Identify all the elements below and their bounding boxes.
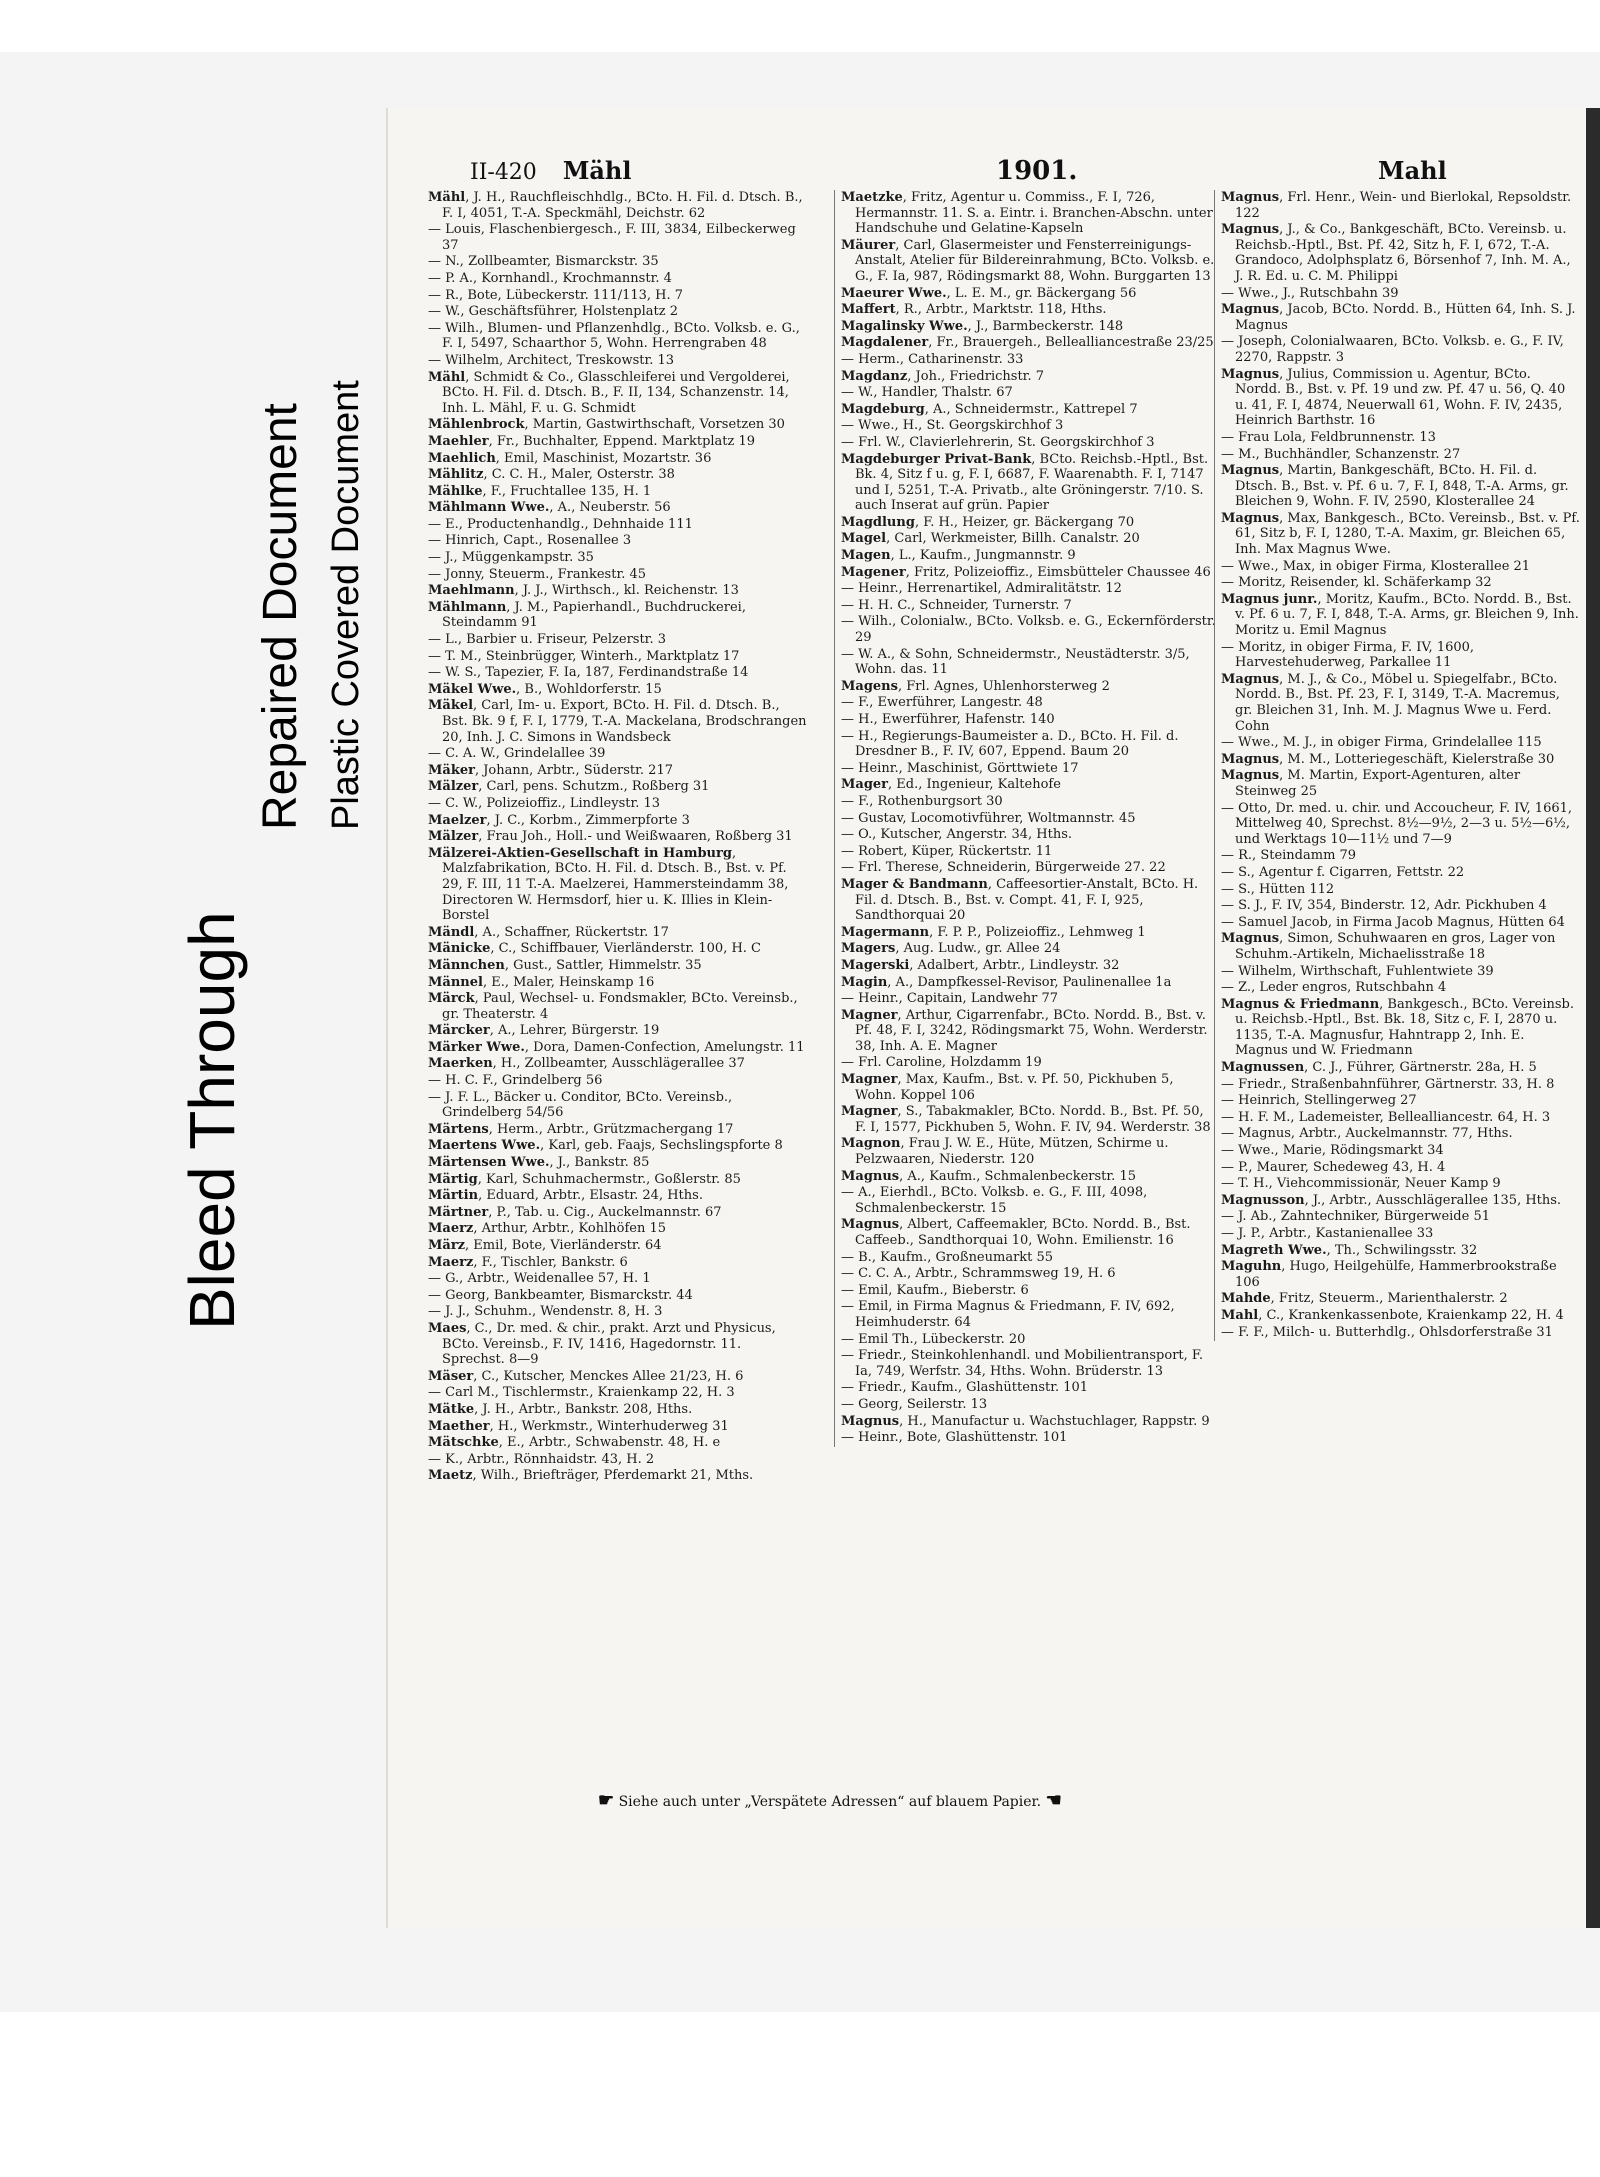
directory-entry: — Louis, Flaschenbiergesch., F. III, 3834, Eilbeckerweg 37 bbox=[428, 222, 796, 253]
directory-entry: Magens, Frl. Agnes, Uhlenhorsterweg 2 bbox=[841, 678, 1110, 694]
directory-entry: Mählmann, J. M., Papierhandl., Buchdruckerei, Steindamm 91 bbox=[428, 599, 746, 631]
directory-entry: Maehlich, Emil, Maschinist, Mozartstr. 36 bbox=[428, 450, 712, 466]
directory-entry: — Heinr., Bote, Glashüttenstr. 101 bbox=[841, 1430, 1068, 1446]
directory-entry: — Heinr., Capitain, Landwehr 77 bbox=[841, 991, 1058, 1007]
directory-entry: — J. F. L., Bäcker u. Conditor, BCto. Vereinsb., Grindelberg 54/56 bbox=[428, 1089, 733, 1121]
directory-entry: — Emil Th., Lübeckerstr. 20 bbox=[841, 1331, 1026, 1347]
footer-note: Siehe auch unter „Verspätete Adressen“ auf blauem Papier. bbox=[618, 1794, 1042, 1810]
directory-entry: — R., Bote, Lübeckerstr. 111/113, H. 7 bbox=[428, 287, 684, 303]
directory-entry: Magnus, Simon, Schuhwaaren en gros, Lager von Schuhm.-Artikeln, Michaelisstraße 18 bbox=[1221, 931, 1556, 962]
directory-entry: — Wwe., Max, in obiger Firma, Klosterallee 21 bbox=[1221, 558, 1531, 574]
directory-entry: Mäkel Wwe., B., Wohldorferstr. 15 bbox=[428, 681, 662, 697]
directory-entry: — W. S., Tapezier, F. Ia, 187, Ferdinandstraße 14 bbox=[428, 665, 749, 681]
directory-entry: — Friedr., Steinkohlenhandl. und Mobilientransport, F. Ia, 749, Werfstr. 34, Hths. Wohn. Brüderstr. 13 bbox=[841, 1348, 1204, 1379]
directory-entry: — Emil, in Firma Magnus & Friedmann, F. IV, 692, Heimhuderstr. 64 bbox=[841, 1299, 1175, 1330]
directory-entry: — P. A., Kornhandl., Krochmannstr. 4 bbox=[428, 270, 672, 286]
directory-entry: — R., Steindamm 79 bbox=[1221, 848, 1357, 864]
directory-entry: Magdeburger Privat-Bank, BCto. Reichsb.-Hptl., Bst. Bk. 4, Sitz f u. g, F. I, 6687, F. Waarenabth. F. I, 7147 und I, 5251, T.-A. Privatb., alte Gröningerstr. 7/10. S. auch Inserat auf grün. Papier bbox=[841, 451, 1209, 514]
directory-entry: — Carl M., Tischlermstr., Kraienkamp 22, H. 3 bbox=[428, 1385, 735, 1401]
directory-entry: — Z., Leder engros, Rutschbahn 4 bbox=[1221, 980, 1447, 996]
directory-entry: Mätke, J. H., Arbtr., Bankstr. 208, Hths. bbox=[428, 1401, 693, 1417]
directory-entry: Magnus junr., Moritz, Kaufm., BCto. Nordd. B., Bst. v. Pf. 6 u. 7, F. I, 848, T.-A. Arms, gr. Bleichen 9, Inh. Moritz u. Emil Magnus bbox=[1221, 591, 1579, 639]
directory-entry: Mähl, J. H., Rauchfleischhdlg., BCto. H. Fil. d. Dtsch. B., F. I, 4051, T.-A. Speckmähl, Deichstr. 62 bbox=[428, 190, 803, 221]
directory-entry: Magnon, Frau J. W. E., Hüte, Mützen, Schirme u. Pelzwaaren, Niederstr. 120 bbox=[841, 1136, 1169, 1168]
directory-entry: — Wwe., J., Rutschbahn 39 bbox=[1221, 285, 1399, 301]
directory-entry: Magnusson, J., Arbtr., Ausschlägerallee 135, Hths. bbox=[1221, 1192, 1562, 1208]
directory-entry: Maes, C., Dr. med. & chir., prakt. Arzt und Physicus, BCto. Vereinsb., F. IV, 1416, Hagedornstr. 11. Sprechst. 8—9 bbox=[428, 1320, 776, 1368]
directory-entry: — Wwe., Marie, Rödingsmarkt 34 bbox=[1221, 1143, 1444, 1159]
directory-entry: — Wilhelm, Architect, Treskowstr. 13 bbox=[428, 352, 675, 368]
directory-entry: Mähl, Schmidt & Co., Glasschleiferei und Vergolderei, BCto. H. Fil. d. Dtsch. B., F. II, 134, Schanzenstr. 14, Inh. L. Mähl, F. u. G. Schmidt bbox=[428, 369, 790, 416]
directory-entry: Maguhn, Hugo, Heilgehülfe, Hammerbrookstraße 106 bbox=[1221, 1259, 1557, 1290]
directory-entry: Maetz, Wilh., Briefträger, Pferdemarkt 21, Mths. bbox=[428, 1468, 754, 1484]
directory-entry: — Moritz, in obiger Firma, F. IV, 1600, Harvestehuderweg, Parkallee 11 bbox=[1221, 639, 1475, 671]
directory-entry: — Wilh., Colonialw., BCto. Volksb. e. G., Eckernförderstr. 29 bbox=[841, 614, 1216, 646]
left-keyword: Mähl bbox=[562, 156, 632, 185]
directory-entry: Magnussen, C. J., Führer, Gärtnerstr. 28a, H. 5 bbox=[1221, 1060, 1537, 1076]
directory-entry: — Samuel Jacob, in Firma Jacob Magnus, Hütten 64 bbox=[1221, 914, 1565, 930]
directory-entry: Magdeburg, A., Schneidermstr., Kattrepel 7 bbox=[841, 401, 1138, 417]
directory-entry: — C. C. A., Arbtr., Schrammsweg 19, H. 6 bbox=[841, 1266, 1116, 1282]
directory-entry: Mätschke, E., Arbtr., Schwabenstr. 48, H. e bbox=[428, 1435, 721, 1451]
directory-entry: Märck, Paul, Wechsel- u. Fondsmakler, BCto. Vereinsb., gr. Theaterstr. 4 bbox=[428, 991, 798, 1022]
directory-entry: Maether, H., Werkmstr., Winterhuderweg 31 bbox=[428, 1418, 729, 1434]
directory-entry: — Emil, Kaufm., Bieberstr. 6 bbox=[841, 1282, 1029, 1298]
directory-entry: Männchen, Gust., Sattler, Himmelstr. 35 bbox=[428, 957, 702, 973]
directory-entry: — H. F. M., Lademeister, Bellealliancestr. 64, H. 3 bbox=[1221, 1109, 1551, 1125]
directory-entry: — J. Ab., Zahntechniker, Bürgerweide 51 bbox=[1221, 1209, 1490, 1225]
directory-entry: Magdlung, F. H., Heizer, gr. Bäckergang 70 bbox=[841, 514, 1135, 530]
directory-entry: — Herm., Catharinenstr. 33 bbox=[841, 351, 1024, 367]
directory-entry: — C. A. W., Grindelallee 39 bbox=[428, 746, 606, 762]
directory-entry: — J., Müggenkampstr. 35 bbox=[428, 550, 594, 566]
column-2 bbox=[834, 190, 1217, 1447]
side-labels bbox=[175, 330, 367, 1340]
directory-entry: — T. M., Steinbrügger, Winterh., Marktplatz 17 bbox=[428, 648, 740, 664]
directory-entry: Mändl, A., Schaffner, Rückertstr. 17 bbox=[428, 924, 669, 940]
directory-entry: Magerski, Adalbert, Arbtr., Lindleystr. 32 bbox=[841, 957, 1120, 973]
directory-entry: Magnus, Julius, Commission u. Agentur, BCto. Nordd. B., Bst. v. Pf. 19 und zw. Pf. 47 u. 56, Q. 40 u. 41, F. I, 4874, Neuerwall 61, Wohn. F. IV, 2435, Heinrich Barthstr. 16 bbox=[1221, 366, 1566, 429]
directory-entry: Mälzer, Frau Joh., Holl.- und Weißwaaren, Roßberg 31 bbox=[428, 829, 793, 845]
directory-entry: — J. P., Arbtr., Kastanienallee 33 bbox=[1221, 1226, 1434, 1241]
directory-entry: Magel, Carl, Werkmeister, Billh. Canalstr. 20 bbox=[841, 531, 1140, 547]
directory-entry: — Georg, Bankbeamter, Bismarckstr. 44 bbox=[428, 1287, 693, 1303]
directory-entry: — H. H. C., Schneider, Turnerstr. 7 bbox=[841, 597, 1072, 613]
directory-entry: Magdanz, Joh., Friedrichstr. 7 bbox=[841, 368, 1044, 384]
directory-entry: — H. C. F., Grindelberg 56 bbox=[428, 1073, 603, 1089]
directory-entry: — C. W., Polizeioffiz., Lindleystr. 13 bbox=[428, 795, 661, 811]
directory-entry: — F., Ewerführer, Langestr. 48 bbox=[841, 695, 1043, 711]
directory-entry: Maeurer Wwe., L. E. M., gr. Bäckergang 56 bbox=[841, 285, 1137, 301]
directory-entry: Mager, Ed., Ingenieur, Kaltehofe bbox=[841, 777, 1061, 793]
directory-entry: Magermann, F. P. P., Polizeioffiz., Lehmweg 1 bbox=[841, 924, 1146, 940]
directory-entry: — W., Handler, Thalstr. 67 bbox=[841, 385, 1013, 401]
directory-entry: Mählmann Wwe., A., Neuberstr. 56 bbox=[428, 500, 671, 516]
directory-entry: Magnus, M. Martin, Export-Agenturen, alter Steinweg 25 bbox=[1221, 768, 1521, 799]
directory-entry: Magnus, M. J., & Co., Möbel u. Spiegelfabr., BCto. Nordd. B., Bst. Pf. 23, F. I, 3149, T.-A. Macremus, gr. Bleichen 31, Inh. M. J. Magnus Wwe u. Ferd. Cohn bbox=[1221, 671, 1560, 734]
page-number: II-420 bbox=[470, 160, 537, 185]
directory-entry: — Frl. W., Clavierlehrerin, St. Georgskirchhof 3 bbox=[841, 434, 1155, 450]
directory-entry: — Magnus, Arbtr., Auckelmannstr. 77, Hths. bbox=[1221, 1126, 1513, 1142]
directory-entry: Maerz, F., Tischler, Bankstr. 6 bbox=[428, 1254, 628, 1270]
directory-entry: Märtig, Karl, Schuhmachermstr., Goßlerstr. 85 bbox=[428, 1171, 741, 1187]
directory-entry: — B., Kaufm., Großneumarkt 55 bbox=[841, 1249, 1054, 1265]
directory-entry: Magnus, Frl. Henr., Wein- und Bierlokal, Repsoldstr. 122 bbox=[1221, 190, 1572, 221]
directory-entry: — Wilhelm, Wirthschaft, Fuhlentwiete 39 bbox=[1221, 963, 1494, 979]
directory-entry: Männel, E., Maler, Heinskamp 16 bbox=[428, 974, 655, 990]
directory-entry: Magin, A., Dampfkessel-Revisor, Paulinenallee 1a bbox=[841, 974, 1172, 990]
directory-entry: — Moritz, Reisender, kl. Schäferkamp 32 bbox=[1221, 575, 1492, 591]
directory-entry: Magnus & Friedmann, Bankgesch., BCto. Vereinsb. u. Reichsb.-Hptl., Bst. Bk. 18, Sitz c, F. I, 2870 u. 1135, T.-A. Magnusfur, Hahntrapp 2, Inh. E. Magnus und W. Friedmann bbox=[1221, 996, 1574, 1059]
directory-entry: — H., Ewerführer, Hafenstr. 140 bbox=[841, 712, 1055, 727]
directory-entry: — Wilh., Blumen- und Pflanzenhdlg., BCto. Volksb. e. G., F. I, 5497, Schaarthor 5, Wohn. Herrengraben 48 bbox=[428, 320, 800, 352]
directory-entry: Magnus, Max, Bankgesch., BCto. Vereinsb., Bst. v. Pf. 61, Sitz b, F. I, 1280, T.-A. Maxim, gr. Bleichen 65, Inh. Max Magnus Wwe. bbox=[1221, 510, 1580, 558]
directory-entry: — Frl. Therese, Schneiderin, Bürgerweide 27. 22 bbox=[841, 860, 1166, 876]
directory-entry: Maffert, R., Arbtr., Marktstr. 118, Hths. bbox=[841, 302, 1107, 318]
directory-entry: — N., Zollbeamter, Bismarckstr. 35 bbox=[428, 254, 659, 270]
directory-entry: — Frl. Caroline, Holzdamm 19 bbox=[841, 1055, 1042, 1071]
directory-entry: — K., Arbtr., Rönnhaidstr. 43, H. 2 bbox=[428, 1451, 655, 1467]
directory-entry: Magers, Aug. Ludw., gr. Allee 24 bbox=[841, 941, 1061, 957]
directory-entry: Maerken, H., Zollbeamter, Ausschlägerallee 37 bbox=[428, 1056, 745, 1072]
directory-entry: Mager & Bandmann, Caffeesortier-Anstalt, BCto. H. Fil. d. Dtsch. B., Bst. v. Compt. 41, F. I, 925, Sandthorquai 20 bbox=[841, 876, 1199, 924]
directory-entry: Maetzke, Fritz, Agentur u. Commiss., F. I, 726, Hermannstr. 11. S. a. Eintr. i. Branchen-Abschn. unter Handschuhe und Gelatine-Kapseln bbox=[841, 190, 1213, 237]
directory-entry: — Otto, Dr. med. u. chir. und Accoucheur, F. IV, 1661, Mittelweg 40, Sprechst. 8½—9½, 2—3 u. 5½—6½, und Werktags 10—11½ und 7—9 bbox=[1221, 800, 1573, 847]
directory-entry: Mählke, F., Fruchtallee 135, H. 1 bbox=[428, 483, 652, 499]
directory-entry: — S., Hütten 112 bbox=[1221, 881, 1335, 897]
directory-entry: Magnus, M. M., Lotteriegeschäft, Kielerstraße 30 bbox=[1221, 751, 1555, 767]
directory-entry: Mäurer, Carl, Glasermeister und Fensterreinigungs-Anstalt, Atelier für Bildereinrahmung, BCto. Volksb. e. G., F. Ia, 987, Rödingsmarkt 88, Wohn. Burggarten 13 bbox=[841, 237, 1215, 284]
directory-entry: Märtensen Wwe., J., Bankstr. 85 bbox=[428, 1155, 650, 1171]
directory-entry: Märtens, Herm., Arbtr., Grützmachergang 17 bbox=[428, 1121, 734, 1137]
directory-entry: Magnus, Jacob, BCto. Nordd. B., Hütten 64, Inh. S. J. Magnus bbox=[1221, 302, 1576, 333]
directory-entry: — F. F., Milch- u. Butterhdlg., Ohlsdorferstraße 31 bbox=[1221, 1324, 1553, 1340]
directory-entry: — Wwe., M. J., in obiger Firma, Grindelallee 115 bbox=[1221, 735, 1542, 751]
directory-entry: Magen, L., Kaufm., Jungmannstr. 9 bbox=[841, 548, 1076, 564]
directory-entry: Magalinsky Wwe., J., Barmbeckerstr. 148 bbox=[841, 318, 1124, 334]
directory-entry: — J. J., Schuhm., Wendenstr. 8, H. 3 bbox=[428, 1304, 663, 1320]
directory-entry: — Gustav, Locomotivführer, Woltmannstr. 45 bbox=[841, 810, 1136, 826]
page-year: 1901. bbox=[996, 156, 1078, 186]
directory-entry: Märtin, Eduard, Arbtr., Elsastr. 24, Hths. bbox=[428, 1188, 703, 1204]
directory-entry: — O., Kutscher, Angerstr. 34, Hths. bbox=[841, 827, 1072, 843]
directory-entry: Märker Wwe., Dora, Damen-Confection, Amelungstr. 11 bbox=[428, 1039, 805, 1055]
directory-entry: — S., Agentur f. Cigarren, Fettstr. 22 bbox=[1221, 864, 1465, 880]
directory-entry: — G., Arbtr., Weidenallee 57, H. 1 bbox=[428, 1271, 651, 1287]
directory-entry: Magdalener, Fr., Brauergeh., Bellealliancestraße 23/25 bbox=[841, 335, 1214, 351]
directory-entry: Magener, Fritz, Polizeioffiz., Eimsbütteler Chaussee 46 bbox=[841, 564, 1211, 580]
label-bleed-through: Bleed Through bbox=[176, 911, 248, 1330]
directory-entry: Magnus, H., Manufactur u. Wachstuchlager, Rappstr. 9 bbox=[841, 1413, 1210, 1429]
directory-entry: Maelzer, J. C., Korbm., Zimmerpforte 3 bbox=[428, 812, 690, 828]
directory-entry: Mäker, Johann, Arbtr., Süderstr. 217 bbox=[428, 762, 673, 778]
directory-entry: Magnus, J., & Co., Bankgeschäft, BCto. Vereinsb. u. Reichsb.-Hptl., Bst. Pf. 42, Sitz h, F. I, 672, T.-A. Grandoco, Adolphsplatz 6, Börsenhof 7, Inh. M. A., J. R. Ed. u. C. M. Philippi bbox=[1221, 222, 1571, 284]
page-footer bbox=[598, 1790, 1598, 1811]
directory-entry: — Friedr., Kaufm., Glashüttenstr. 101 bbox=[841, 1380, 1089, 1396]
pointing-hand-icon: ☛ bbox=[598, 1790, 615, 1811]
directory-entry: — Georg, Seilerstr. 13 bbox=[841, 1396, 988, 1412]
directory-page bbox=[388, 108, 1600, 1928]
directory-entry: — Joseph, Colonialwaaren, BCto. Volksb. e. G., F. IV, 2270, Rappstr. 3 bbox=[1221, 334, 1564, 365]
directory-entry: Mäser, C., Kutscher, Menckes Allee 21/23, H. 6 bbox=[428, 1368, 744, 1384]
page-edge-shadow bbox=[1586, 108, 1600, 1928]
directory-entry: — A., Eierhdl., BCto. Volksb. e. G., F. III, 4098, Schmalenbeckerstr. 15 bbox=[841, 1185, 1148, 1216]
directory-entry: Magnus, Martin, Bankgeschäft, BCto. H. Fil. d. Dtsch. B., Bst. v. Pf. 6 u. 7, F. I, 848, T.-A. Arms, gr. Bleichen 9, Wohn. F. IV, 2590, Klosterallee 24 bbox=[1221, 463, 1569, 510]
directory-entry: März, Emil, Bote, Vierländerstr. 64 bbox=[428, 1238, 662, 1253]
directory-entry: Magner, Max, Kaufm., Bst. v. Pf. 50, Pickhuben 5, Wohn. Koppel 106 bbox=[841, 1072, 1174, 1103]
label-repaired-document: Repaired Document bbox=[254, 403, 307, 830]
directory-entry: Märtner, P., Tab. u. Cig., Auckelmannstr. 67 bbox=[428, 1204, 722, 1220]
directory-entry: — Heinrich, Stellingerweg 27 bbox=[1221, 1093, 1417, 1109]
column-3 bbox=[1214, 190, 1581, 1341]
directory-entry: — Heinr., Herrenartikel, Admiralitätstr. 12 bbox=[841, 581, 1122, 597]
directory-entry: Märcker, A., Lehrer, Bürgerstr. 19 bbox=[428, 1023, 660, 1039]
directory-entry: Mäkel, Carl, Im- u. Export, BCto. H. Fil. d. Dtsch. B., Bst. Bk. 9 f, F. I, 1779, T.-A. Mackelana, Brodschrangen 20, Inh. J. C. Simons in Wandsbeck bbox=[428, 698, 807, 745]
directory-entry: Magner, S., Tabakmakler, BCto. Nordd. B., Bst. Pf. 50, F. I, 1577, Pickhuben 5, Wohn. F. IV, 94. Werderstr. 38 bbox=[841, 1104, 1211, 1135]
directory-entry: Magreth Wwe., Th., Schwilingsstr. 32 bbox=[1221, 1242, 1478, 1258]
directory-entry: Maertens Wwe., Karl, geb. Faajs, Sechslingspforte 8 bbox=[428, 1138, 783, 1154]
column-1 bbox=[428, 190, 808, 1485]
directory-entry: Mahl, C., Krankenkassenbote, Kraienkamp 22, H. 4 bbox=[1221, 1307, 1564, 1323]
pointing-hand-icon: ☚ bbox=[1045, 1790, 1062, 1811]
right-keyword: Mahl bbox=[1378, 156, 1447, 185]
page-number-and-keyword bbox=[470, 156, 632, 185]
directory-entry: Magnus, Albert, Caffeemakler, BCto. Nordd. B., Bst. Caffeeb., Sandthorquai 10, Wohn. Emilienstr. 16 bbox=[841, 1217, 1191, 1248]
directory-entry: Maerz, Arthur, Arbtr., Kohlhöfen 15 bbox=[428, 1221, 667, 1237]
directory-entry: — E., Productenhandlg., Dehnhaide 111 bbox=[428, 516, 693, 532]
directory-entry: Mälzerei-Aktien-Gesellschaft in Hamburg, Malzfabrikation, BCto. H. Fil. d. Dtsch. B., Bst. v. Pf. 29, F. III, 11 T.-A. Maelzerei, Hammersteindamm 38, Directoren W. Hermsdorf, hier u. K. Illies in Klein-Borstel bbox=[428, 845, 789, 924]
directory-entry: Magner, Arthur, Cigarrenfabr., BCto. Nordd. B., Bst. v. Pf. 48, F. I, 3242, Rödingsmarkt 75, Wohn. Werderstr. 38, Inh. A. E. Magner bbox=[841, 1007, 1208, 1054]
directory-entry: — F., Rothenburgsort 30 bbox=[841, 793, 1003, 809]
directory-entry: — Jonny, Steuerm., Frankestr. 45 bbox=[428, 566, 647, 582]
directory-entry: Mählenbrock, Martin, Gastwirthschaft, Vorsetzen 30 bbox=[428, 417, 785, 433]
directory-entry: Magnus, A., Kaufm., Schmalenbeckerstr. 15 bbox=[841, 1168, 1136, 1184]
directory-entry: Mählitz, C. C. H., Maler, Osterstr. 38 bbox=[428, 467, 675, 483]
label-plastic-covered: Plastic Covered Document bbox=[325, 380, 367, 830]
directory-entry: — Wwe., H., St. Georgskirchhof 3 bbox=[841, 418, 1064, 434]
directory-entry: Mälzer, Carl, pens. Schutzm., Roßberg 31 bbox=[428, 779, 710, 795]
directory-entry: — T. H., Viehcommissionär, Neuer Kamp 9 bbox=[1221, 1176, 1501, 1192]
directory-entry: — L., Barbier u. Friseur, Pelzerstr. 3 bbox=[428, 632, 667, 648]
directory-entry: — M., Buchhändler, Schanzenstr. 27 bbox=[1221, 446, 1461, 462]
directory-entry: — S. J., F. IV, 354, Binderstr. 12, Adr. Pickhuben 4 bbox=[1221, 898, 1547, 914]
directory-entry: — Heinr., Maschinist, Görttwiete 17 bbox=[841, 760, 1079, 776]
directory-entry: — Friedr., Straßenbahnführer, Gärtnerstr. 33, H. 8 bbox=[1221, 1076, 1555, 1092]
directory-entry: Maehler, Fr., Buchhalter, Eppend. Marktplatz 19 bbox=[428, 433, 756, 449]
directory-entry: Mänicke, C., Schiffbauer, Vierländerstr. 100, H. C bbox=[428, 941, 762, 957]
directory-entry: — Hinrich, Capt., Rosenallee 3 bbox=[428, 533, 632, 549]
directory-entry: — P., Maurer, Schedeweg 43, H. 4 bbox=[1221, 1159, 1446, 1175]
directory-entry: — H., Regierungs-Baumeister a. D., BCto. H. Fil. d. Dresdner B., F. IV, 607, Eppend. Baum 20 bbox=[841, 728, 1179, 760]
directory-entry: Mahde, Fritz, Steuerm., Marienthalerstr. 2 bbox=[1221, 1291, 1508, 1307]
directory-entry: — Robert, Küper, Rückertstr. 11 bbox=[841, 843, 1053, 859]
directory-entry: Maehlmann, J. J., Wirthsch., kl. Reichenstr. 13 bbox=[428, 583, 739, 599]
directory-entry: — W., Geschäftsführer, Holstenplatz 2 bbox=[428, 304, 678, 320]
directory-entry: — W. A., & Sohn, Schneidermstr., Neustädterstr. 3/5, Wohn. das. 11 bbox=[841, 646, 1190, 678]
directory-entry: — Frau Lola, Feldbrunnenstr. 13 bbox=[1221, 429, 1436, 445]
